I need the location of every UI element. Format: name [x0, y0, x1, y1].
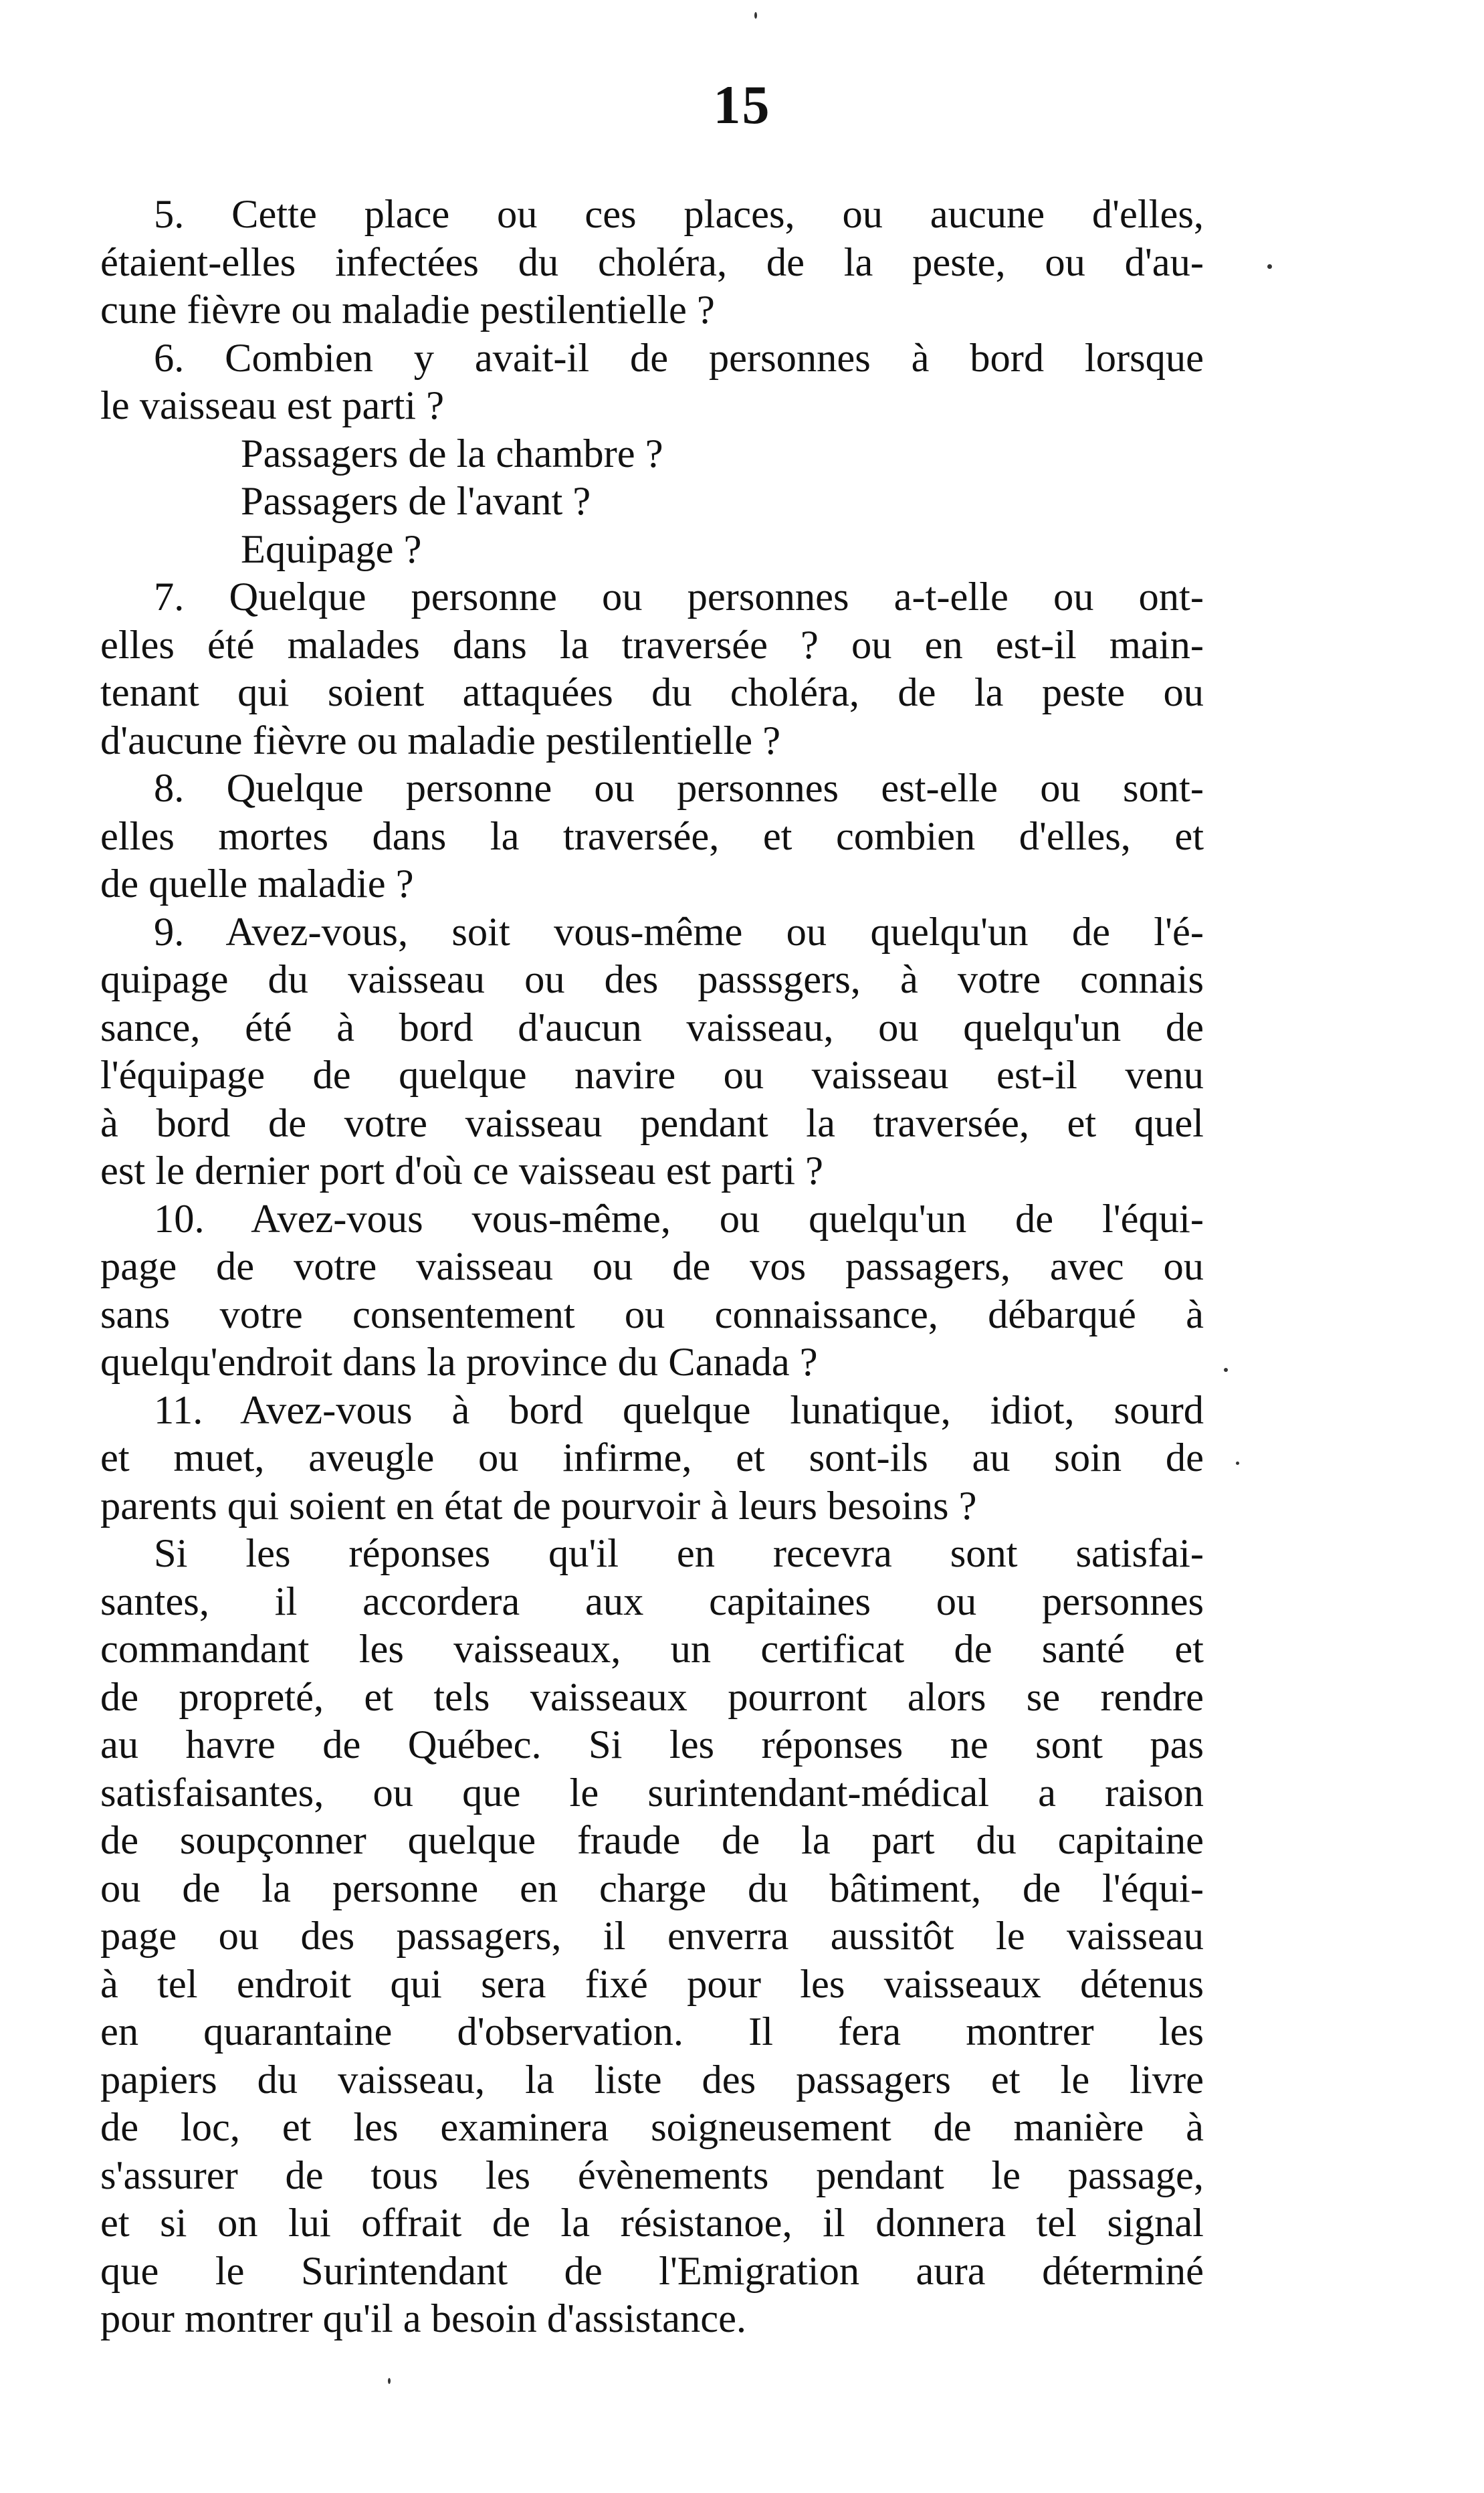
text-line: de quelle maladie ?: [100, 862, 414, 906]
text-line: le vaisseau est parti ?: [100, 383, 445, 428]
text-line: et si on lui offrait de la résistanoe, il donnera tel signal: [100, 2201, 1204, 2246]
print-speck: [1267, 264, 1272, 269]
text-line: satisfaisantes, ou que le surintendant-médical a raison: [100, 1770, 1204, 1815]
text-line: elles mortes dans la traversée, et combien d'elles, et: [100, 813, 1204, 859]
text-line: 5. Cette place ou ces places, ou aucune d'elles,: [154, 192, 1204, 237]
sub-item-cabin-passengers: Passagers de la chambre ?: [241, 431, 663, 476]
text-line: cune fièvre ou maladie pestilentielle ?: [100, 288, 715, 332]
text-line: page ou des passagers, il enverra aussitôt le vaisseau: [100, 1914, 1204, 1959]
text-line: ou de la personne en charge du bâtiment, de l'équi-: [100, 1866, 1204, 1911]
text-line: papiers du vaisseau, la liste des passagers et le livre: [100, 2057, 1204, 2102]
print-speck: [754, 12, 757, 19]
text-line: quipage du vaisseau ou des passsgers, à votre connais: [100, 957, 1204, 1002]
text-line: étaient-elles infectées du choléra, de la peste, ou d'au-: [100, 239, 1204, 285]
sub-item-crew: Equipage ?: [241, 526, 422, 572]
sub-item-steerage-passengers: Passagers de l'avant ?: [241, 479, 591, 524]
paragraph-question-6: [100, 334, 1204, 574]
text-line: et muet, aveugle ou infirme, et sont-ils au soin de: [100, 1435, 1204, 1480]
print-speck: [1236, 1462, 1239, 1465]
document-body: [100, 191, 1204, 2343]
text-line: au havre de Québec. Si les réponses ne sont pas: [100, 1722, 1204, 1767]
paragraph-conclusion: [100, 1530, 1204, 2343]
text-line: d'aucune fièvre ou maladie pestilentielle ?: [100, 718, 781, 763]
text-line: page de votre vaisseau ou de vos passagers, avec ou: [100, 1244, 1204, 1289]
text-line: de soupçonner quelque fraude de la part du capitaine: [100, 1818, 1204, 1863]
text-line: 7. Quelque personne ou personnes a-t-elle ou ont-: [154, 575, 1204, 619]
text-line: pour montrer qu'il a besoin d'assistance.: [100, 2296, 747, 2341]
text-line: commandant les vaisseaux, un certificat de santé et: [100, 1627, 1204, 1672]
text-line: 8. Quelque personne ou personnes est-elle ou sont-: [154, 766, 1204, 811]
text-line: sance, été à bord d'aucun vaisseau, ou quelqu'un de: [100, 1005, 1204, 1050]
text-line: en quarantaine d'observation. Il fera montrer les: [100, 2009, 1204, 2054]
text-line: 9. Avez-vous, soit vous-même ou quelqu'un de l'é-: [154, 909, 1204, 955]
text-line: santes, il accordera aux capitaines ou personnes: [100, 1579, 1204, 1624]
text-line: quelqu'endroit dans la province du Canada ?: [100, 1340, 818, 1385]
text-line: à tel endroit qui sera fixé pour les vaisseaux détenus: [100, 1961, 1204, 2007]
text-line: de propreté, et tels vaisseaux pourront alors se rendre: [100, 1674, 1204, 1720]
paragraph-question-7: [100, 573, 1204, 765]
text-line: l'équipage de quelque navire ou vaisseau est-il venu: [100, 1053, 1204, 1098]
text-line: Si les réponses qu'il en recevra sont satisfai-: [154, 1531, 1204, 1576]
text-line: 6. Combien y avait-il de personnes à bord lorsque: [154, 335, 1204, 381]
text-line: elles été malades dans la traversée ? ou en est-il main-: [100, 622, 1204, 668]
paragraph-question-8: [100, 765, 1204, 908]
page-number: 15: [713, 74, 771, 135]
text-line: parents qui soient en état de pourvoir à leurs besoins ?: [100, 1483, 977, 1528]
print-speck: [388, 2378, 391, 2384]
text-line: sans votre consentement ou connaissance, débarqué à: [100, 1292, 1204, 1337]
text-line: 10. Avez-vous vous-même, ou quelqu'un de l'équi-: [154, 1196, 1204, 1241]
text-line: s'assurer de tous les évènements pendant le passage,: [100, 2153, 1204, 2198]
text-line: tenant qui soient attaquées du choléra, de la peste ou: [100, 670, 1204, 715]
paragraph-question-9: [100, 908, 1204, 1195]
text-line: 11. Avez-vous à bord quelque lunatique, idiot, sourd: [154, 1387, 1204, 1433]
paragraph-question-11: [100, 1387, 1204, 1530]
paragraph-question-5: [100, 191, 1204, 334]
print-speck: [1224, 1368, 1228, 1372]
paragraph-question-10: [100, 1195, 1204, 1387]
text-line: à bord de votre vaisseau pendant la traversée, et quel: [100, 1100, 1204, 1146]
text-line: de loc, et les examinera soigneusement de manière à: [100, 2105, 1204, 2150]
text-line: que le Surintendant de l'Emigration aura déterminé: [100, 2248, 1204, 2294]
text-line: est le dernier port d'où ce vaisseau est parti ?: [100, 1149, 823, 1193]
